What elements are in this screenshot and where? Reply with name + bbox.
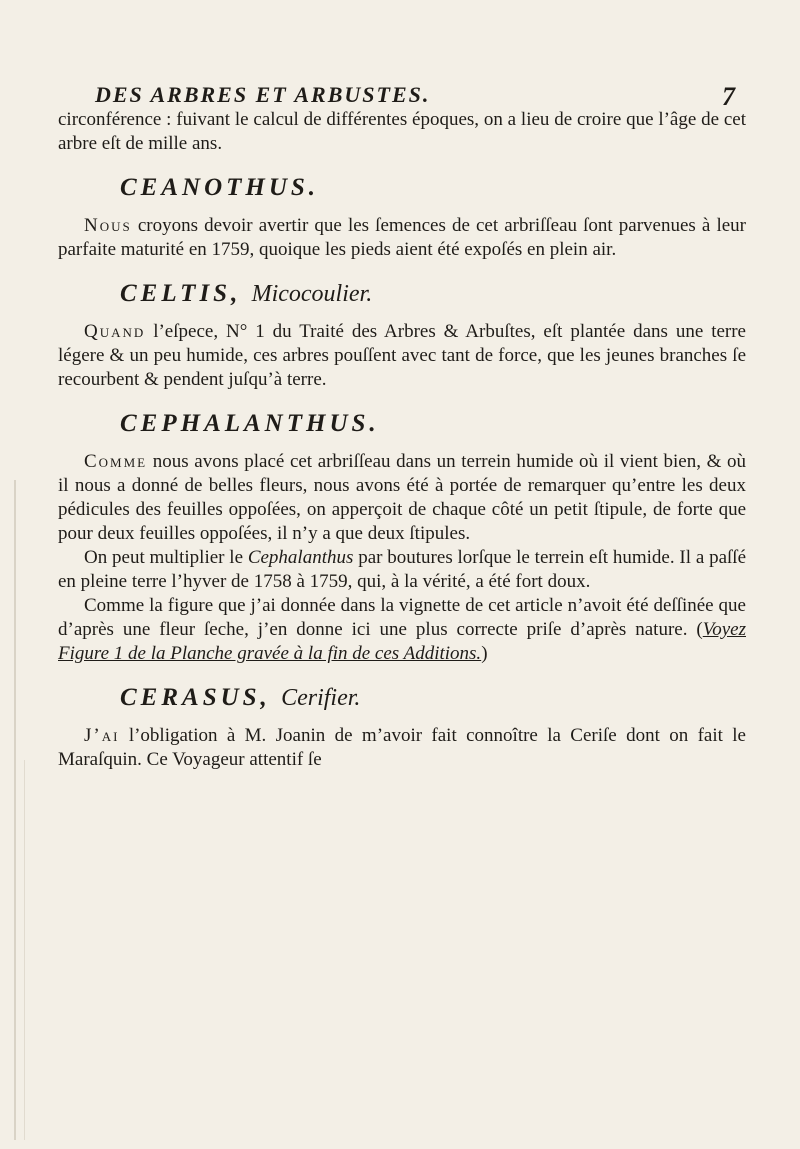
- lead-word: J’ai: [84, 725, 120, 746]
- paragraph-cerasus: [58, 724, 746, 772]
- paragraph-text: Comme la figure que j’ai donnée dans la vignette de cet article n’avoit été deſſinée que d’après une fleur ſeche, j’en donne ici une plus correcte priſe d’après nature. (: [58, 595, 746, 640]
- section-title-celtis: [120, 282, 746, 306]
- body-text: [58, 108, 746, 772]
- common-name: Micocoulier.: [251, 281, 373, 307]
- lead-word: Quand: [84, 321, 146, 342]
- paragraph-text: l’obligation à M. Joanin de m’avoir fait connoître la Ceriſe dont on fait le Maraſquin. Ce Voyageur attentif ſe: [58, 725, 746, 770]
- binding-shadow-inner: [24, 760, 25, 1140]
- paragraph-text: par boutures lorſque le terrein eſt humide. Il a paſſé en pleine terre l’hyver de 1758 à 1759, qui, à la vérité, a été fort doux.: [58, 547, 747, 592]
- section-title-text: CELTIS,: [120, 280, 242, 307]
- common-name: Cerifier.: [281, 685, 361, 711]
- paragraph-text: l’eſpece, N° 1 du Traité des Arbres & Arbuſtes, eſt plantée dans une terre légere & un peu humide, ces arbres pouſſent avec tant de force, que les jeunes branches ſe recourbent & pendent juſqu’à terre.: [58, 321, 746, 390]
- lead-word: Nous: [84, 215, 132, 236]
- page-number: 7: [722, 82, 735, 111]
- paragraph-cephalanthus-2: [58, 546, 746, 594]
- paragraph-celtis: [58, 320, 746, 392]
- binding-shadow: [14, 480, 16, 1140]
- paragraph-text: On peut multiplier le: [84, 547, 248, 568]
- section-title-cerasus: [120, 686, 746, 710]
- section-title-cephalanthus: [120, 412, 746, 436]
- paragraph-text: nous avons placé cet arbriſſeau dans un terrein humide où il vient bien, & où il nous a donné de belles fleurs, nous avons été à portée de remarquer qu’entre les deux pédicules des feuilles oppoſées, on apperçoit de chaque côté un petit ſtipule, de forte que pour deux feuilles oppoſées, il n’y a que deux ſtipules.: [58, 451, 746, 544]
- section-title-ceanothus: [120, 176, 746, 200]
- paragraph-text: ): [481, 643, 488, 664]
- section-title-text: CERASUS,: [120, 684, 271, 711]
- paragraph-text: croyons devoir avertir que les ſemences de cet arbriſſeau ſont parvenues à leur parfaite maturité en 1759, quoique les pieds aient été expoſés en plein air.: [58, 215, 746, 260]
- italic-term: Cephalanthus: [247, 547, 354, 568]
- section-title-text: CEANOTHUS.: [120, 174, 320, 201]
- paragraph-ceanothus: [58, 214, 746, 262]
- intro-paragraph: circonférence : fuivant le calcul de différentes époques, on a lieu de croire que l’âge de cet arbre eſt de mille ans.: [58, 109, 746, 154]
- figure-reference: Voyez Figure 1 de la Planche gravée à la fin de ces Additions.: [58, 619, 746, 664]
- running-title: DES ARBRES ET ARBUSTES.: [95, 82, 431, 107]
- paragraph-cephalanthus-3: [58, 594, 746, 666]
- section-title-text: CEPHALANTHUS.: [120, 410, 380, 437]
- paragraph-cephalanthus-1: [58, 450, 746, 546]
- lead-word: Comme: [84, 451, 148, 472]
